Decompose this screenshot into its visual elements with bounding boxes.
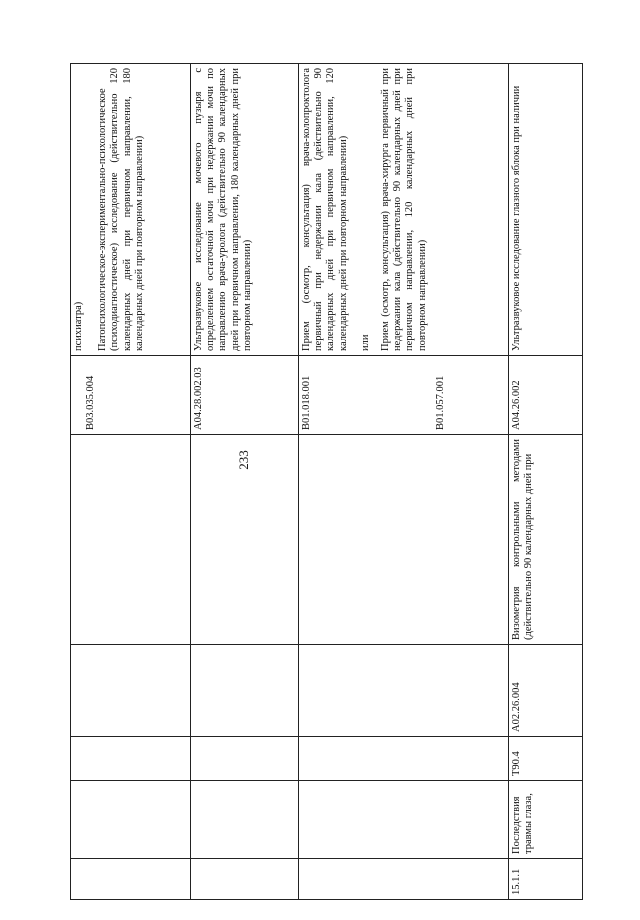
table-row (509, 64, 583, 900)
specialist-code-2: B03.035.004 (85, 375, 96, 430)
specialist-text: психиатра) (73, 301, 84, 351)
diagnosis-name-cell (71, 781, 191, 859)
service-code-cell: A02.26.004 (509, 645, 583, 737)
specialist-code-2: B01.057.001 (435, 375, 447, 430)
specialist-text-cell: Ультразвуковое исследование мочевого пузыря с определением остаточной мочи при недержании мочи по направлению врача-уролога (действительно 90 календарных дней при первичном направлении, 180 календарных дней при повторном направлении) (191, 64, 299, 356)
specialist-code-cell: A04.26.002 (509, 356, 583, 435)
service-name-cell (71, 435, 191, 645)
specialist-text-cell: Ультразвуковое исследование глазного яблока при наличии (509, 64, 583, 356)
table-row (71, 64, 191, 900)
service-name-cell: Визометрия контрольными методами (действительно 90 календарных дней при (509, 435, 583, 645)
icd-code-cell: T90.4 (509, 737, 583, 781)
specialist-code: B01.018.001 (301, 375, 312, 430)
icd-code-cell (71, 737, 191, 781)
specialist-text-2: Прием (осмотр, консультация) врача-хирурга первичный при недержании кала (действительно 90 календарных дней при первичном направлении, 120 календарных дней при повторном направлении) (380, 68, 428, 351)
page-number: 233 (236, 450, 251, 470)
or-label: или (359, 334, 371, 351)
table-row (191, 64, 299, 900)
specialist-text-cell (299, 64, 509, 356)
row-number-cell (71, 859, 191, 900)
specialist-text-cell (71, 64, 191, 356)
specialist-code-cell: A04.28.002.03 (191, 356, 299, 435)
specialist-text: Прием (осмотр, консультация) врача-колопроктолога первичный при недержании кала (действительно 90 календарных дней при первичном направлении, 120 календарных дней при повторном направлении) (301, 68, 349, 351)
requirements-table (70, 63, 583, 900)
diagnosis-name-cell: Последствия травмы глаза, (509, 781, 583, 859)
table-row (299, 64, 509, 900)
specialist-code-cell (299, 356, 509, 435)
service-code-cell (71, 645, 191, 737)
row-number-cell: 15.1.1 (509, 859, 583, 900)
specialist-text-2: Патопсихологическое-экспериментально-психологическое (психодиагностическое) исследование (действительно 120 календарных дней при первичном направлении, 180 календарных дней при повторном направлении) (97, 68, 145, 351)
rotated-table-container (70, 64, 582, 900)
specialist-code-cell (71, 356, 191, 435)
